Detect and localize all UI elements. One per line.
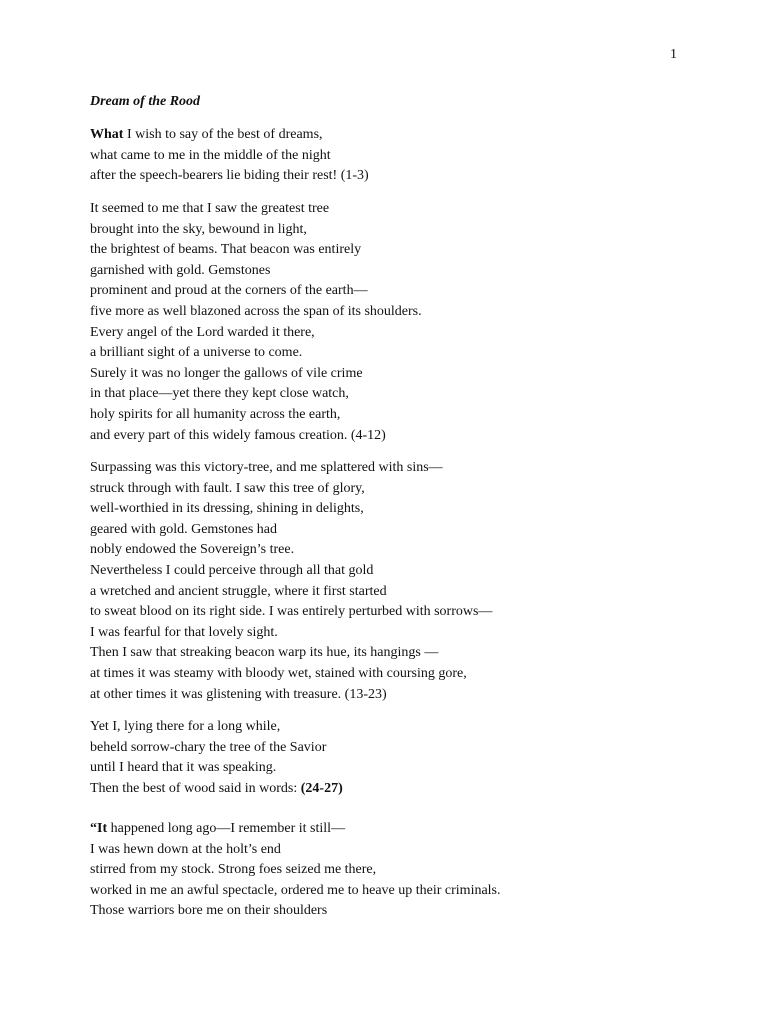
poem-line bbox=[90, 543, 294, 557]
poem-line bbox=[90, 202, 329, 216]
poem-line bbox=[90, 863, 376, 877]
poem-line bbox=[90, 646, 438, 660]
poem-line bbox=[90, 720, 280, 734]
line-text: what came to me in the middle of the night bbox=[90, 147, 331, 163]
poem-line bbox=[90, 782, 343, 796]
line-text: brought into the sky, bewound in light, bbox=[90, 221, 307, 237]
line-text: five more as well blazoned across the span of its shoulders. bbox=[90, 304, 422, 319]
line-text: to sweat blood on its right side. I was entirely perturbed with sorrows— bbox=[90, 604, 493, 620]
line-text: geared with gold. Gemstones had bbox=[90, 521, 278, 537]
line-text: Surpassing was this victory-tree, and me splattered with sins— bbox=[90, 460, 443, 475]
line-text: at other times it was glistening with treasure. (13-23) bbox=[90, 686, 387, 702]
poem-line bbox=[90, 585, 387, 599]
line-text: in that place—yet there they kept close watch, bbox=[90, 386, 349, 402]
line-text: nobly endowed the Sovereign’s tree. bbox=[90, 542, 295, 558]
poem-line bbox=[90, 367, 363, 381]
page-number: 1 bbox=[670, 47, 677, 62]
line-text: I was hewn down at the holt’s end bbox=[90, 841, 281, 857]
poem-line bbox=[90, 884, 501, 898]
poem-line bbox=[90, 149, 331, 163]
poem-line bbox=[90, 326, 315, 340]
poem-line bbox=[90, 461, 443, 475]
line-text: I was fearful for that lovely sight. bbox=[90, 624, 278, 640]
poem-title: Dream of the Rood bbox=[90, 94, 201, 109]
poem-line bbox=[90, 346, 302, 360]
poem-line bbox=[90, 128, 323, 142]
line-text: Nevertheless I could perceive through all that gold bbox=[90, 563, 374, 578]
line-text: happened long ago—I remember it still— bbox=[107, 821, 346, 836]
poem-line bbox=[90, 284, 368, 298]
line-text: beheld sorrow-chary the tree of the Savior bbox=[90, 739, 327, 755]
poem-line bbox=[90, 822, 345, 836]
poem-line bbox=[90, 169, 369, 183]
line-text: struck through with fault. I saw this tree of glory, bbox=[90, 480, 365, 496]
line-text: Those warriors bore me on their shoulders bbox=[90, 903, 328, 919]
line-text: It seemed to me that I saw the greatest tree bbox=[90, 201, 330, 216]
poem-line bbox=[90, 626, 278, 640]
poem-line bbox=[90, 904, 327, 918]
line-text: until I heard that it was speaking. bbox=[90, 760, 277, 776]
poem-line bbox=[90, 843, 281, 857]
poem-line bbox=[90, 387, 349, 401]
poem-line bbox=[90, 408, 340, 422]
line-text: prominent and proud at the corners of the earth— bbox=[90, 283, 368, 299]
poem-line bbox=[90, 761, 276, 775]
poem-line bbox=[90, 223, 307, 237]
poem-line bbox=[90, 482, 365, 496]
line-lead-word: “It bbox=[90, 821, 108, 836]
line-text: worked in me an awful spectacle, ordered me to heave up their criminals. bbox=[90, 882, 501, 898]
poem-line bbox=[90, 523, 277, 537]
line-text: a brilliant sight of a universe to come. bbox=[90, 345, 303, 361]
poem-line bbox=[90, 243, 361, 257]
line-text: well-worthied in its dressing, shining in delights, bbox=[90, 501, 364, 517]
line-text: I wish to say of the best of dreams, bbox=[123, 127, 323, 142]
poem-line bbox=[90, 502, 364, 516]
line-text: Yet I, lying there for a long while, bbox=[90, 719, 281, 734]
line-text: Then I saw that streaking beacon warp its hue, its hangings — bbox=[90, 645, 439, 661]
line-text: after the speech-bearers lie biding their rest! (1-3) bbox=[90, 168, 369, 184]
line-text: a wretched and ancient struggle, where it first started bbox=[90, 583, 387, 599]
poem-line bbox=[90, 667, 467, 681]
poem-line bbox=[90, 305, 422, 319]
line-lead-word: What bbox=[90, 127, 124, 142]
poem-line bbox=[90, 741, 326, 755]
poem-line bbox=[90, 605, 492, 619]
line-text: Surely it was no longer the gallows of vile crime bbox=[90, 365, 363, 381]
poem-line bbox=[90, 688, 387, 702]
line-text: stirred from my stock. Strong foes seized me there, bbox=[90, 862, 377, 878]
line-text: and every part of this widely famous creation. (4-12) bbox=[90, 427, 386, 443]
line-text: at times it was steamy with bloody wet, stained with coursing gore, bbox=[90, 666, 467, 681]
poem-line bbox=[90, 564, 373, 578]
line-text: Every angel of the Lord warded it there, bbox=[90, 324, 315, 340]
line-reference: (24-27) bbox=[300, 780, 343, 796]
line-text: garnished with gold. Gemstones bbox=[90, 262, 271, 278]
line-text: holy spirits for all humanity across the earth, bbox=[90, 407, 341, 422]
poem-line bbox=[90, 264, 270, 278]
line-text: Then the best of wood said in words: bbox=[90, 780, 301, 796]
poem-line bbox=[90, 429, 386, 443]
line-text: the brightest of beams. That beacon was entirely bbox=[90, 242, 362, 258]
